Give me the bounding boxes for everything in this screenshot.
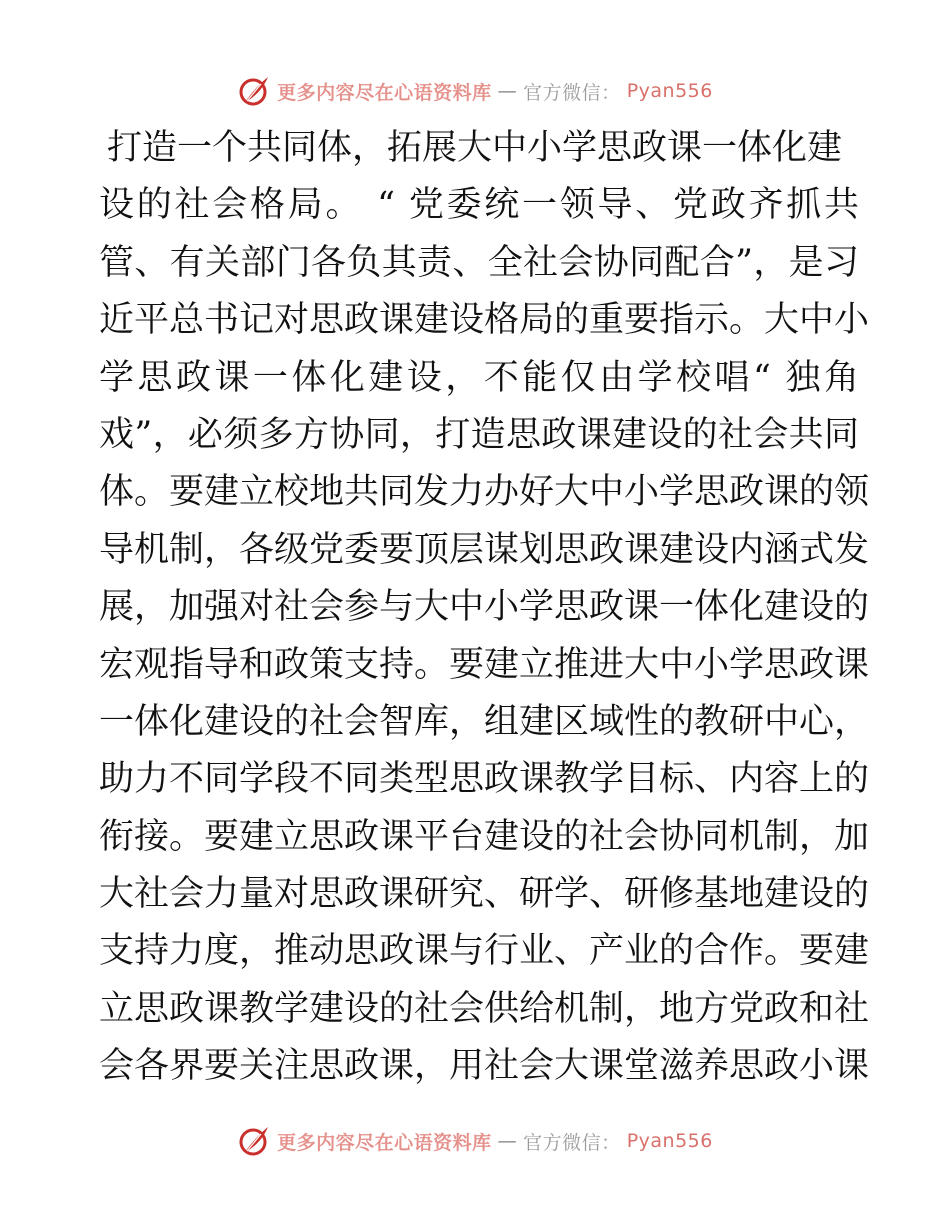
watermark-site-text: 更多内容尽在心语资料库 [277,1131,492,1154]
body-line: 衔接。要建立思政课平台建设的社会协同机制，加 [99,816,870,857]
watermark-dash: — [497,1130,518,1152]
body-line: 管、有关部门各负其责、全社会协同配合”，是习 [99,242,859,283]
body-line: 设的社会格局。 “ 党委统一领导、党政齐抓共 [99,185,859,226]
body-line: 支持力度，推动思政课与行业、产业的合作。要建 [99,931,870,972]
watermark-site-text: 更多内容尽在心语资料库 [277,81,492,104]
footer-watermark [0,1121,950,1161]
watermark-wechat-id: Pyan556 [626,80,713,102]
body-line: 学思政课一体化建设，不能仅由学校唱“ 独角 [99,357,859,398]
body-line: 打造一个共同体，拓展大中小学思政课一体化建 [107,128,843,168]
body-line: 会各界要关注思政课，用社会大课堂滋养思政小课 [99,1046,870,1087]
document-body [99,120,870,1096]
watermark-dash: — [497,80,518,102]
body-line: 导机制，各级党委要顶层谋划思政课建设内涵式发 [99,529,870,570]
body-line: 宏观指导和政策支持。要建立推进大中小学思政课 [99,644,870,685]
watermark-contact-label: 官方微信： [523,81,621,104]
watermark-contact-label: 官方微信： [523,1131,621,1154]
body-line: 体。要建立校地共同发力办好大中小学思政课的领 [99,472,870,513]
body-line: 展，加强对社会参与大中小学思政课一体化建设的 [99,587,870,628]
header-watermark [0,71,950,111]
body-line: 助力不同学段不同类型思政课教学目标、内容上的 [99,759,870,800]
quill-logo-icon [237,74,271,108]
watermark-wechat-id: Pyan556 [626,1130,713,1152]
body-line: 立思政课教学建设的社会供给机制，地方党政和社 [99,988,870,1029]
body-line: 戏”，必须多方协同，打造思政课建设的社会共同 [99,414,859,455]
quill-logo-icon [237,1124,271,1158]
body-line: 近平总书记对思政课建设格局的重要指示。大中小 [99,300,870,341]
body-line: 大社会力量对思政课研究、研学、研修基地建设的 [99,874,870,915]
body-line: 一体化建设的社会智库，组建区域性的教研中心， [99,701,870,742]
